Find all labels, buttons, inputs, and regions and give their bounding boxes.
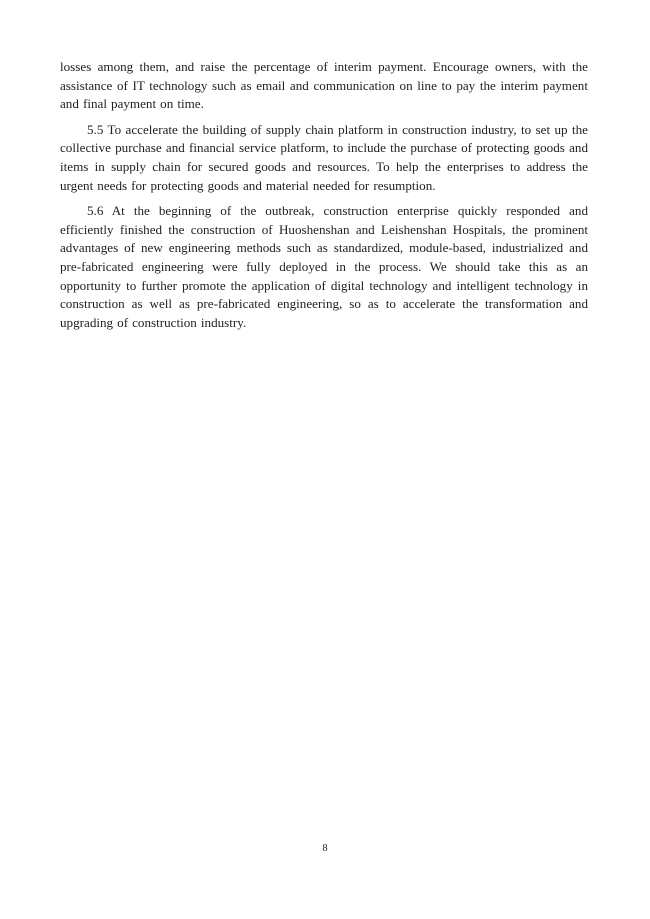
paragraph-section-5-6: 5.6 At the beginning of the outbreak, construction enterprise quickly responded and efficiently finished the construction of Huoshenshan and Leishenshan Hospitals, the prominent advantages of new engineering methods such as standardized, module-based, industrialized and pre-fabricated engineering were fully deployed in the process. We should take this as an opportunity to further promote the application of digital technology and intelligent technology in construction as well as pre-fabricated engineering, so as to accelerate the transformation and upgrading of construction industry. <box>60 202 588 331</box>
paragraph-section-5-5: 5.5 To accelerate the building of supply chain platform in construction industry, to set up the collective purchase and financial service platform, to include the purchase of protecting goods and items in supply chain for secured goods and resources. To help the enterprises to address the urgent needs for protecting goods and material needed for resumption. <box>60 121 588 193</box>
page-footer <box>0 838 650 856</box>
paragraph-continuation: losses among them, and raise the percentage of interim payment. Encourage owners, with the assistance of IT technology such as email and communication on line to pay the interim payment and final payment on time. <box>60 59 588 112</box>
page-number: 8 <box>322 843 328 854</box>
page-body-text <box>60 58 588 339</box>
